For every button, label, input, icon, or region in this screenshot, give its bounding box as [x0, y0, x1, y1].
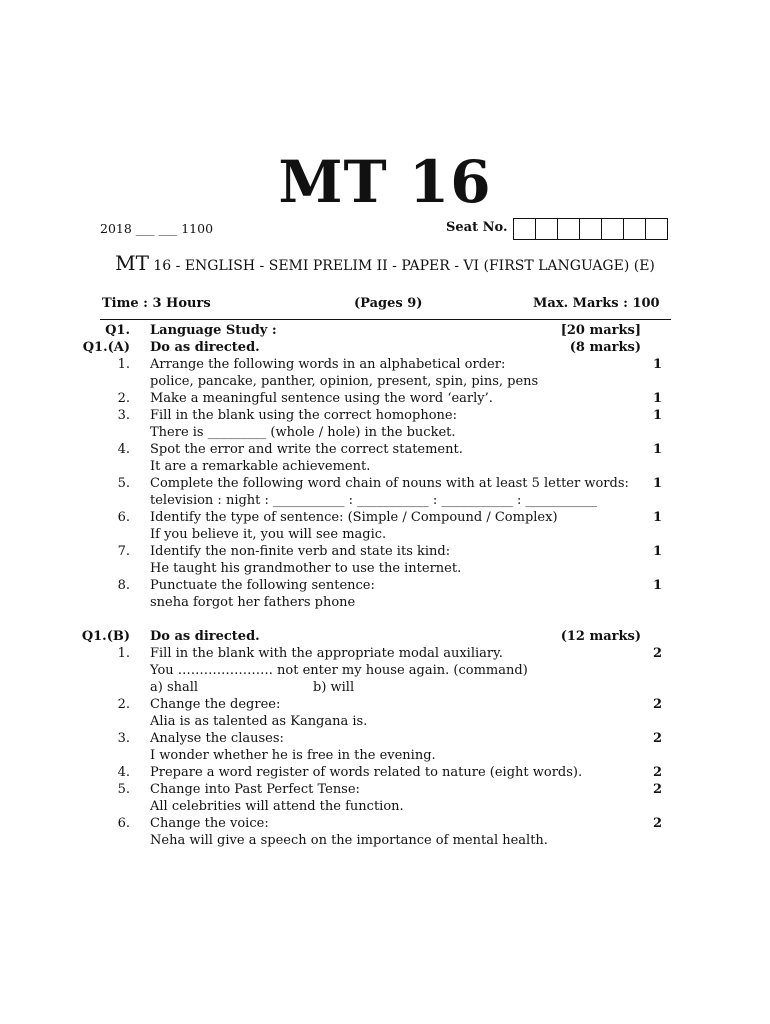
option-b: b) will [313, 680, 355, 695]
item-detail [0, 747, 770, 764]
item-subtext: television : night : ___________ : ___________ : ___________ : ___________ [150, 493, 597, 508]
question-number: Q1. [105, 323, 130, 338]
question-item [0, 645, 770, 662]
item-question: Identify the non-finite verb and state its kind: [150, 544, 451, 559]
item-number: 3. [117, 731, 130, 746]
item-question: Arrange the following words in an alphabetical order: [150, 357, 506, 372]
question-item [0, 543, 770, 560]
year-code: 2018 ___ ___ 1100 [100, 221, 214, 236]
item-subtext: It are a remarkable achievement. [150, 459, 371, 474]
header-divider [100, 319, 671, 320]
item-number: 5. [117, 782, 130, 797]
seat-number-box [558, 219, 580, 239]
item-number: 6. [117, 510, 130, 525]
paper-title [0, 251, 770, 275]
exam-code-title: MT 16 [278, 148, 492, 216]
item-detail [0, 458, 770, 475]
item-question: Change the voice: [150, 816, 269, 831]
question-item [0, 815, 770, 832]
section-title: Do as directed. [150, 340, 260, 355]
item-number: 1. [117, 357, 130, 372]
item-subtext: sneha forgot her fathers phone [150, 595, 356, 610]
section-marks: (8 marks) [569, 340, 641, 355]
seat-number-box [646, 219, 667, 239]
item-detail [0, 594, 770, 611]
item-options [0, 679, 770, 696]
item-number: 7. [117, 544, 130, 559]
question-item [0, 696, 770, 713]
question-item [0, 356, 770, 373]
item-question: Change into Past Perfect Tense: [150, 782, 360, 797]
item-subtext: All celebrities will attend the function. [150, 799, 404, 814]
item-detail [0, 560, 770, 577]
question-item [0, 475, 770, 492]
item-number: 4. [117, 765, 130, 780]
item-question: Make a meaningful sentence using the word ‘early’. [150, 391, 493, 406]
section-b-heading [0, 628, 770, 645]
question-item [0, 441, 770, 458]
item-question: Spot the error and write the correct statement. [150, 442, 463, 457]
item-subtext: He taught his grandmother to use the internet. [150, 561, 462, 576]
section-a-heading [0, 339, 770, 356]
paper-title-text: 16 - ENGLISH - SEMI PRELIM II - PAPER - VI (FIRST LANGUAGE) (E) [148, 258, 655, 274]
seat-number-box [580, 219, 602, 239]
question-title: Language Study : [150, 323, 277, 338]
question-item [0, 730, 770, 747]
item-detail [0, 798, 770, 815]
seat-number-box [624, 219, 646, 239]
item-detail [0, 526, 770, 543]
item-marks: 1 [652, 510, 662, 525]
item-number: 6. [117, 816, 130, 831]
seat-number-box [536, 219, 558, 239]
page-count: (Pages 9) [354, 296, 423, 311]
section-number: Q1.(B) [81, 629, 130, 644]
item-marks: 1 [652, 442, 662, 457]
question-item [0, 781, 770, 798]
item-subtext: I wonder whether he is free in the evening. [150, 748, 436, 763]
question-item [0, 509, 770, 526]
item-number: 3. [117, 408, 130, 423]
item-marks: 2 [652, 782, 662, 797]
item-subtext: If you believe it, you will see magic. [150, 527, 387, 542]
item-number: 4. [117, 442, 130, 457]
item-number: 2. [117, 697, 130, 712]
item-question: Identify the type of sentence: (Simple / Compound / Complex) [150, 510, 558, 525]
item-question: Fill in the blank using the correct homophone: [150, 408, 457, 423]
item-number: 2. [117, 391, 130, 406]
section-title: Do as directed. [150, 629, 260, 644]
item-number: 8. [117, 578, 130, 593]
item-question: Fill in the blank with the appropriate modal auxiliary. [150, 646, 503, 661]
item-number: 5. [117, 476, 130, 491]
question-item [0, 390, 770, 407]
question-item [0, 407, 770, 424]
seat-number-box [602, 219, 624, 239]
item-detail [0, 662, 770, 679]
item-subtext: There is _________ (whole / hole) in the bucket. [150, 425, 456, 440]
option-a: a) shall [150, 680, 199, 695]
seat-number-box [514, 219, 536, 239]
item-marks: 1 [652, 408, 662, 423]
item-question: Punctuate the following sentence: [150, 578, 375, 593]
item-marks: 1 [652, 391, 662, 406]
item-number: 1. [117, 646, 130, 661]
question-item [0, 577, 770, 594]
item-marks: 2 [652, 816, 662, 831]
paper-title-prefix: MT [115, 251, 149, 275]
question-marks: [20 marks] [560, 323, 641, 338]
item-detail [0, 492, 770, 509]
item-question: Complete the following word chain of nouns with at least 5 letter words: [150, 476, 629, 491]
item-marks: 2 [652, 646, 662, 661]
item-marks: 2 [652, 765, 662, 780]
item-detail [0, 832, 770, 849]
item-marks: 1 [652, 578, 662, 593]
section-marks: (12 marks) [560, 629, 641, 644]
time-duration: Time : 3 Hours [102, 296, 211, 311]
item-subtext: police, pancake, panther, opinion, present, spin, pins, pens [150, 374, 539, 389]
item-marks: 1 [652, 357, 662, 372]
item-marks: 2 [652, 731, 662, 746]
item-detail [0, 713, 770, 730]
item-subtext: Neha will give a speech on the importance of mental health. [150, 833, 548, 848]
item-detail [0, 373, 770, 390]
question-item [0, 764, 770, 781]
item-question: Analyse the clauses: [150, 731, 284, 746]
item-question: Prepare a word register of words related to nature (eight words). [150, 765, 583, 780]
item-marks: 1 [652, 544, 662, 559]
item-question: Change the degree: [150, 697, 281, 712]
seat-number-label: Seat No. [446, 220, 508, 235]
item-detail [0, 424, 770, 441]
item-marks: 1 [652, 476, 662, 491]
item-marks: 2 [652, 697, 662, 712]
section-number: Q1.(A) [82, 340, 130, 355]
item-subtext: You …………………. not enter my house again. (command) [150, 663, 528, 678]
question-heading [0, 322, 770, 339]
max-marks: Max. Marks : 100 [533, 296, 660, 311]
seat-number-boxes [513, 218, 668, 240]
item-subtext: Alia is as talented as Kangana is. [150, 714, 368, 729]
